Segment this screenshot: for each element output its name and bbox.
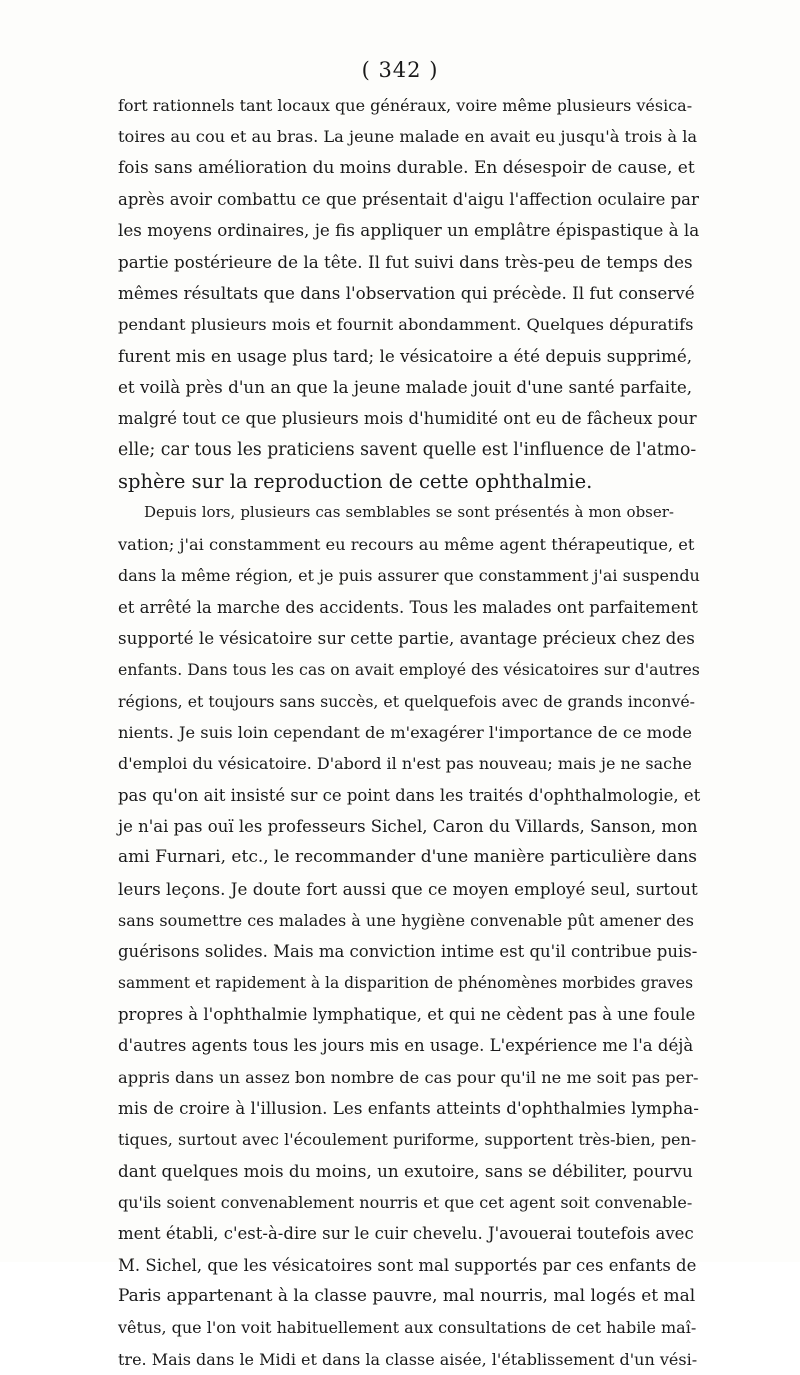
text-line: régions, et toujours sans succès, et quelquefois avec de grands inconvé- [118,691,695,711]
text-line: dans la même région, et je puis assurer que constamment j'ai suspendu [118,566,700,586]
text-line: leurs leçons. Je doute fort aussi que ce moyen employé seul, surtout [118,878,698,899]
text-line: et voilà près d'un an que la jeune malade jouit d'une santé parfaite, [118,377,693,398]
text-line: furent mis en usage plus tard; le vésicatoire a été depuis supprimé, [118,345,693,366]
text-line: je n'ai pas ouï les professeurs Sichel, Caron du Villards, Sanson, mon [118,816,698,836]
text-line: samment et rapidement à la disparition de phénomènes morbides graves [118,973,694,992]
text-line: fort rationnels tant locaux que généraux, voire même plusieurs vésica- [118,96,693,115]
text-line: d'autres agents tous les jours mis en usage. L'expérience me l'a déjà [118,1036,694,1056]
text-line: supporté le vésicatoire sur cette partie, avantage précieux chez des [118,627,695,648]
text-line: les moyens ordinaires, je fis appliquer un emplâtre épispastique à la [118,220,700,241]
text-line: appris dans un assez bon nombre de cas pour qu'il ne me soit pas per- [118,1067,699,1087]
text-line: tre. Mais dans le Midi et dans la classe aisée, l'établissement d'un vési- [118,1349,698,1369]
text-line: guérisons solides. Mais ma conviction intime est qu'il contribue puis- [118,942,698,962]
text-line: qu'ils soient convenablement nourris et que cet agent soit convenable- [118,1193,693,1213]
text-line: fois sans amélioration du moins durable. En désespoir de cause, et [118,157,695,178]
text-line: elle; car tous les praticiens savent quelle est l'influence de l'atmo- [118,439,697,460]
text-line: sans soumettre ces malades à une hygiène convenable pût amener des [118,910,694,930]
text-line: partie postérieure de la tête. Il fut suivi dans très-peu de temps des [118,251,693,272]
page-number: ( 342 ) [361,58,439,82]
text-line: malgré tout ce que plusieurs mois d'humidité ont eu de fâcheux pour [118,409,697,429]
text-line: nients. Je suis loin cependant de m'exagérer l'importance de ce mode [118,722,692,742]
text-line: ment établi, c'est-à-dire sur le cuir chevelu. J'avouerai toutefois avec [118,1224,694,1244]
text-line: dant quelques mois du moins, un exutoire, sans se débiliter, pourvu [118,1160,693,1181]
paragraph-1 [118,90,700,497]
text-line: et arrêté la marche des accidents. Tous les malades ont parfaitement [118,597,698,617]
text-line: enfants. Dans tous les cas on avait employé des vésicatoires sur d'autres [118,660,700,680]
text-line: vation; j'ai constamment eu recours au même agent thérapeutique, et [118,534,695,554]
text-line: tiques, surtout avec l'écoulement puriforme, supportent très-bien, pen- [118,1130,697,1150]
text-line: Depuis lors, plusieurs cas semblables se sont présentés à mon obser- [144,503,674,522]
text-line: toires au cou et au bras. La jeune malade en avait eu jusqu'à trois à la [118,127,698,147]
text-line: après avoir combattu ce que présentait d'aigu l'affection oculaire par [118,190,699,210]
body-text [118,90,701,1375]
text-line: d'emploi du vésicatoire. D'abord il n'est pas nouveau; mais je ne sache [118,754,692,774]
text-line: sphère sur la reproduction de cette ophthalmie. [118,470,593,494]
text-line: vêtus, que l'on voit habituellement aux consultations de cet habile maî- [118,1318,697,1338]
text-line: Paris appartenant à la classe pauvre, mal nourris, mal logés et mal [118,1286,696,1307]
text-line: pas qu'on ait insisté sur ce point dans les traités d'ophthalmologie, et [118,785,701,805]
text-line: mêmes résultats que dans l'observation qui précède. Il fut conservé [118,283,695,304]
text-line: ami Furnari, etc., le recommander d'une manière particulière dans [118,847,697,868]
text-line: pendant plusieurs mois et fournit abondamment. Quelques dépuratifs [118,315,694,335]
text-line: propres à l'ophthalmie lymphatique, et qui ne cèdent pas à une foule [118,1004,696,1024]
text-line: M. Sichel, que les vésicatoires sont mal supportés par ces enfants de [118,1255,697,1275]
text-line: mis de croire à l'illusion. Les enfants atteints d'ophthalmies lympha- [118,1098,699,1118]
paragraph-2 [118,497,701,1375]
